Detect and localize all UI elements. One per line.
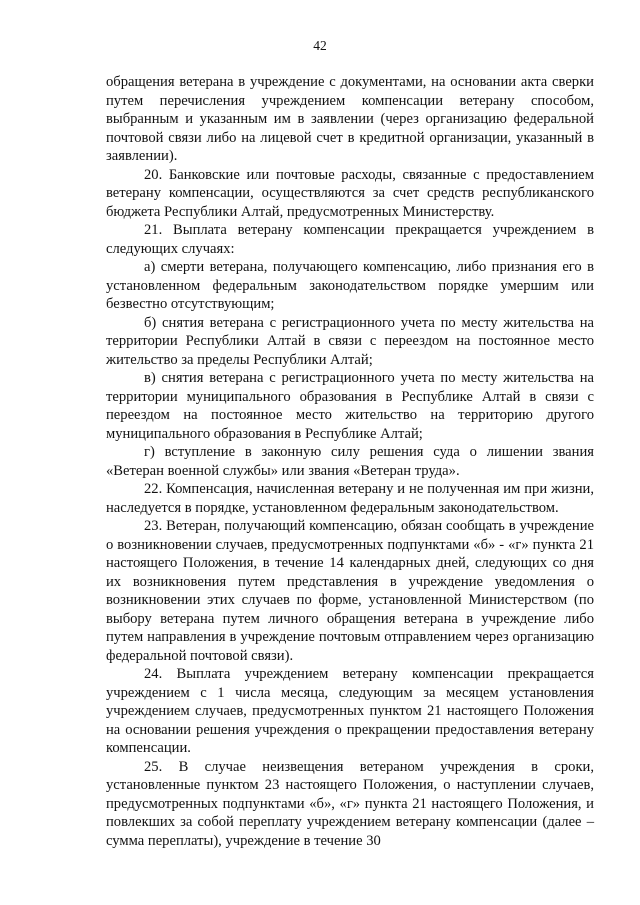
subparagraph-b: б) снятия ветерана с регистрационного учета по месту жительства на территории Республики Алтай в связи с переездом на постоянное место жительство за пределы Республики Алтай; — [106, 314, 594, 368]
paragraph-item-23: 23. Ветеран, получающий компенсацию, обязан сообщать в учреждение о возникновении случаев, предусмотренных подпунктами «б» - «г» пункта 21 настоящего Положения, в течение 14 календарных дней, следующих со дня их возникновения путем представления в учреждение уведомления о возникновении этих случаев по форме, установленной Министерством (по выбору ветерана путем личного обращения ветерана в учреждение либо путем направления в учреждение почтовым отправлением через организацию федеральной почтовой связи). — [106, 518, 594, 664]
subparagraph-g: г) вступление в законную силу решения суда о лишении звания «Ветеран военной службы» или звания «Ветеран труда». — [106, 444, 594, 479]
subparagraph-a: а) смерти ветерана, получающего компенсацию, либо признания его в установленном федеральным законодательством порядке умершим или безвестно отсутствующим; — [106, 259, 594, 312]
paragraph-item-25: 25. В случае неизвещения ветераном учреждения в сроки, установленные пунктом 23 настоящего Положения, о наступлении случаев, предусмотренных подпунктами «б», «г» пункта 21 настоящего Положения, и повлекших за собой переплату учреждением ветерану компенсации (далее – сумма переплаты), учреждение в течение 30 — [106, 758, 594, 849]
document-body — [106, 73, 594, 850]
paragraph-item-22: 22. Компенсация, начисленная ветерану и не полученная им при жизни, наследуется в порядке, установленном федеральным законодательством. — [106, 481, 594, 516]
paragraph-item-20: 20. Банковские или почтовые расходы, связанные с предоставлением ветерану компенсации, осуществляются за счет средств республиканского бюджета Республики Алтай, предусмотренных Министерству. — [106, 166, 594, 220]
paragraph-item-21: 21. Выплата ветерану компенсации прекращается учреждением в следующих случаях: — [106, 222, 594, 257]
paragraph-item-24: 24. Выплата учреждением ветерану компенсации прекращается учреждением с 1 числа месяца, следующим за месяцем установления учреждением случаев, предусмотренных пунктом 21 настоящего Положения на основании решения учреждения о прекращении предоставления ветерану компенсации. — [106, 666, 594, 756]
page-number: 42 — [313, 38, 327, 53]
paragraph-continuation: обращения ветерана в учреждение с документами, на основании акта сверки путем перечисления учреждением компенсации ветерану способом, выбранным и указанным им в заявлении (через организацию федеральной почтовой связи либо на лицевой счет в кредитной организации, указанный в заявлении). — [106, 74, 594, 164]
subparagraph-v: в) снятия ветерана с регистрационного учета по месту жительства на территории муниципального образования в Республике Алтай в связи с переездом на постоянное место жительство на территорию другого муниципального образования в Республике Алтай; — [106, 370, 594, 442]
